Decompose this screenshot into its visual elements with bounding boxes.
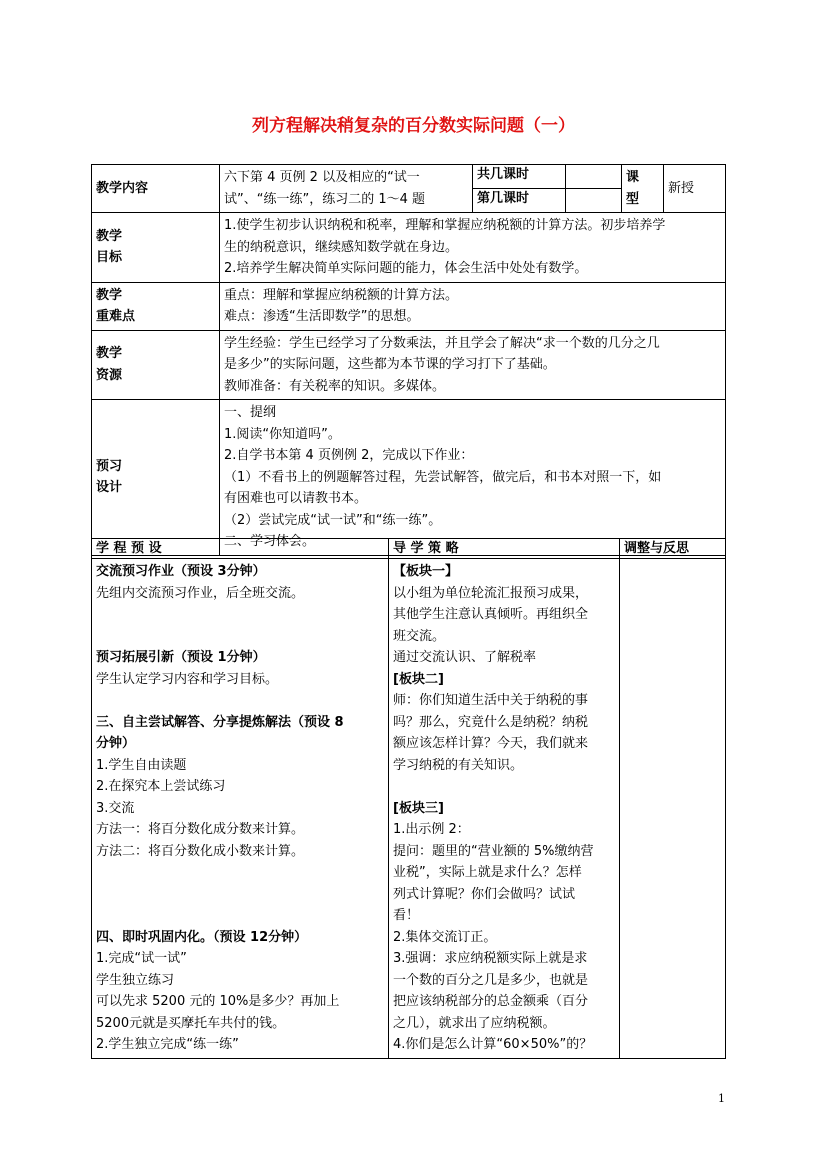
content-label: 教学内容 [92, 165, 220, 213]
nth-period-value [566, 189, 622, 213]
process-line: 2.学生独立完成“练一练” [96, 1037, 239, 1052]
process-line: 5200元就是买摩托车共付的钱。 [96, 1015, 286, 1031]
keypoints-content: 重点：理解和掌握应纳税额的计算方法。 难点：渗透“生活即数学”的思想。 [220, 282, 726, 330]
lesson-type-label: 课型 [622, 165, 664, 213]
objectives-label: 教学 目标 [92, 213, 220, 283]
process-line [96, 626, 384, 648]
resources-label: 教学 资源 [92, 330, 220, 400]
process-line: 三、自主尝试解答、分享提炼解法（预设 8 [96, 714, 344, 730]
page-number: 1 [718, 1092, 725, 1105]
process-line: 以小组为单位轮流汇报预习成果， [393, 585, 589, 601]
process-header-strategy: 导 学 策 略 [389, 539, 620, 559]
document-title: 列方程解决稍复杂的百分数实际问题（一） [252, 116, 575, 136]
process-line: 预习拓展引新（预设 1分钟） [96, 650, 266, 665]
process-line [96, 905, 384, 927]
process-line: 学生独立练习 [96, 972, 175, 988]
process-line [96, 604, 384, 626]
process-line: 1.完成“试一试” [96, 951, 187, 966]
process-line: 把应该纳税部分的总金额乘（百分 [393, 994, 589, 1009]
process-line: 交流预习作业（预设 3分钟） [96, 564, 266, 579]
process-line [96, 690, 384, 712]
process-line: 学习纳税的有关知识。 [393, 757, 524, 773]
lesson-type-value: 新授 [664, 165, 726, 213]
process-line: [板块三] [393, 800, 444, 816]
process-header-design: 学 程 预 设 [92, 539, 389, 559]
process-header-reflection: 调整与反思 [620, 539, 726, 559]
process-line: 额应该怎样计算？今天，我们就来 [393, 736, 589, 751]
process-line: 班交流。 [393, 628, 446, 644]
process-line: 先组内交流预习作业，后全班交流。 [96, 585, 305, 601]
preview-content: 一、提纲 1.阅读“你知道吗”。 2.自学书本第 4 页例例 2，完成以下作业： （1）不看书上的例题解答过程，先尝试解答，做完后，和书本对照一下，如 有困难也可以请教书本。 （2）尝试完成“试一试”和“练一练”。 二、学习体会。 [220, 400, 726, 556]
nth-period-label: 第几课时 [473, 189, 566, 213]
process-line: 师：你们知道生活中关于纳税的事 [393, 693, 589, 708]
process-line: 3.交流 [96, 800, 135, 816]
process-line: 方法二：将百分数化成小数来计算。 [96, 843, 305, 859]
learning-design-column [92, 559, 389, 1059]
process-line: 4.你们是怎么计算“60×50%”的？ [393, 1037, 593, 1052]
process-line: 其他学生注意认真倾听。再组织全 [393, 607, 589, 622]
process-line: 通过交流认识、了解税率 [393, 650, 537, 665]
guidance-strategy-column [389, 559, 620, 1059]
keypoints-label: 教学 重难点 [92, 282, 220, 330]
total-periods-label: 共几课时 [473, 165, 566, 189]
process-line: 看！ [393, 908, 420, 923]
process-line: 提问：题里的“营业额的 5%缴纳营 [393, 843, 594, 859]
process-table [91, 538, 726, 1059]
process-line: 方法一：将百分数化成分数来计算。 [96, 822, 305, 837]
process-line: 之几），就求出了应纳税额。 [393, 1015, 556, 1031]
process-line: 一个数的百分之几是多少，也就是 [393, 972, 589, 988]
process-line: 2.集体交流订正。 [393, 929, 497, 945]
process-line: 可以先求 5200 元的 10%是多少？再加上 [96, 994, 340, 1009]
content-value: 六下第 4 页例 2 以及相应的“试一 试”、“练一练”，练习二的 1～4 题 [220, 165, 473, 213]
process-line [96, 862, 384, 884]
process-line: 四、即时巩固内化。（预设 12分钟） [96, 929, 308, 945]
lesson-info-table [91, 164, 726, 556]
process-line: 3.强调：求应纳税额实际上就是求 [393, 951, 588, 966]
reflection-column [620, 559, 726, 1059]
process-line: 【板块一】 [393, 564, 459, 579]
process-line: 列式计算呢？你们会做吗？试试 [393, 886, 576, 902]
process-line [393, 776, 615, 798]
process-line: 分钟） [96, 736, 136, 751]
process-line: 1.出示例 2： [393, 822, 470, 837]
objectives-content: 1.使学生初步认识纳税和税率，理解和掌握应纳税额的计算方法。初步培养学 生的纳税意识，继续感知数学就在身边。 2.培养学生解决简单实际问题的能力，体会生活中处处有数学。 [220, 213, 726, 283]
process-line: 1.学生自由读题 [96, 757, 187, 773]
resources-content: 学生经验：学生已经学习了分数乘法，并且学会了解决“求一个数的几分之几 是多少”的实际问题，这些都为本节课的学习打下了基础。 教师准备：有关税率的知识。多媒体。 [220, 330, 726, 400]
total-periods-value [566, 165, 622, 189]
preview-label: 预习 设计 [92, 400, 220, 556]
process-line: 吗？那么，究竟什么是纳税？纳税 [393, 714, 589, 730]
process-line: 2.在探究本上尝试练习 [96, 779, 226, 794]
process-line [96, 884, 384, 906]
process-line: 业税”，实际上就是求什么？怎样 [393, 865, 582, 880]
process-line: 学生认定学习内容和学习目标。 [96, 671, 279, 687]
process-line: [板块二] [393, 671, 444, 687]
